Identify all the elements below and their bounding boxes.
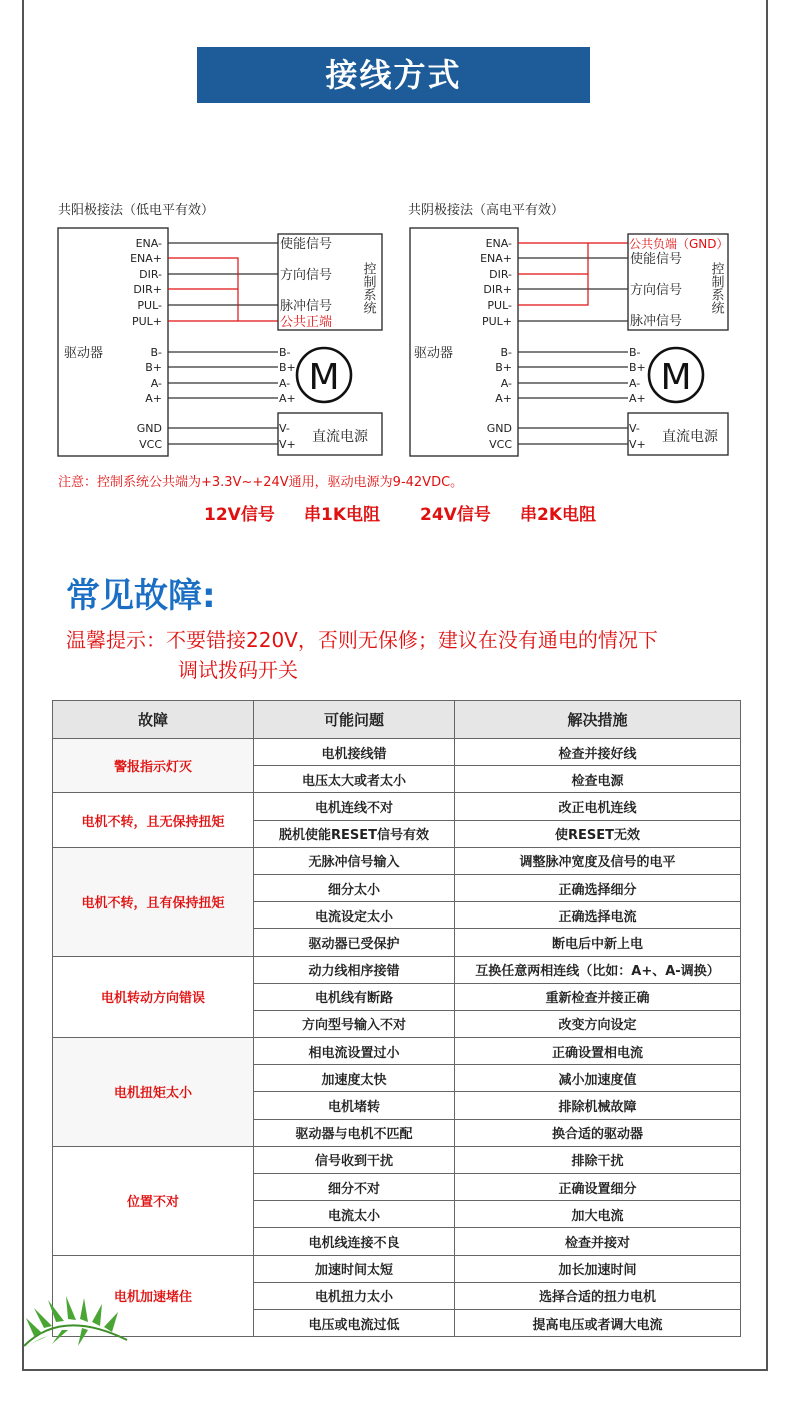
cause-cell: 电压或电流过低	[254, 1309, 455, 1336]
signal-enable: 使能信号	[280, 237, 333, 252]
fault-cell: 电机转动方向错误	[53, 956, 254, 1038]
cause-cell: 动力线相序接错	[254, 956, 455, 983]
header-fix: 解决措施	[455, 701, 741, 739]
cause-cell: 脱机使能RESET信号有效	[254, 820, 455, 847]
power-pin-v-plus: V+	[629, 438, 646, 451]
fix-cell: 正确选择细分	[455, 874, 741, 901]
fault-group	[53, 847, 741, 956]
pin-pul-minus: PUL-	[137, 299, 162, 312]
motor-pin-a-plus: A+	[279, 392, 296, 405]
fix-cell: 排除机械故障	[455, 1092, 741, 1119]
wiring-note: 注意：控制系统公共端为+3.3V~+24V通用，驱动电源为9-42VDC。	[58, 475, 464, 490]
cause-cell: 加速时间太短	[254, 1255, 455, 1282]
tip-line-2: 调试拨码开关	[178, 658, 298, 682]
pin-pul-plus: PUL+	[131, 315, 162, 328]
motor-pin-a-minus: A-	[629, 377, 641, 390]
fix-cell: 加长加速时间	[455, 1255, 741, 1282]
diagram-heading: 共阳极接法（低电平有效）	[58, 203, 215, 218]
wiring-diagrams	[0, 0, 790, 470]
fix-cell: 使RESET无效	[455, 820, 741, 847]
signal-pulse: 脉冲信号	[280, 299, 333, 314]
pin-vcc: VCC	[489, 438, 512, 451]
cause-cell: 电机接线错	[254, 739, 455, 766]
fix-cell: 检查电源	[455, 766, 741, 793]
table-row	[53, 956, 741, 983]
wiring-diagram-common-cathode	[408, 202, 729, 456]
fault-group	[53, 1038, 741, 1147]
table-header-row	[53, 701, 741, 739]
fix-cell: 断电后中新上电	[455, 929, 741, 956]
tip-line-1: 温馨提示：不要错接220V，否则无保修；建议在没有通电的情况下	[66, 628, 658, 652]
power-label: 直流电源	[662, 429, 718, 445]
fix-cell: 正确设置细分	[455, 1174, 741, 1201]
fault-cell: 位置不对	[53, 1146, 254, 1255]
pin-dir-minus: DIR-	[139, 268, 162, 281]
fault-group	[53, 1146, 741, 1255]
pin-ena-minus: ENA-	[485, 237, 512, 250]
header-cause: 可能问题	[254, 701, 455, 739]
fix-cell: 调整脉冲宽度及信号的电平	[455, 847, 741, 874]
fix-cell: 正确选择电流	[455, 902, 741, 929]
cause-cell: 相电流设置过小	[254, 1038, 455, 1065]
cause-cell: 电压太大或者太小	[254, 766, 455, 793]
fix-cell: 选择合适的扭力电机	[455, 1282, 741, 1309]
pin-ena-plus: ENA+	[130, 252, 162, 265]
spec-1k: 串1K电阻	[304, 505, 381, 525]
cause-cell: 电机线连接不良	[254, 1228, 455, 1255]
fault-cell: 电机不转，且有保持扭矩	[53, 847, 254, 956]
pin-a-minus: A-	[150, 377, 162, 390]
motor-pin-b-plus: B+	[279, 361, 296, 374]
table-row	[53, 1255, 741, 1282]
power-pin-v-minus: V-	[629, 422, 640, 435]
pin-gnd: GND	[136, 422, 162, 435]
signal-direction: 方向信号	[630, 283, 683, 298]
fault-group	[53, 739, 741, 793]
control-system-label: 控制系统	[360, 262, 376, 314]
cause-cell: 无脉冲信号输入	[254, 847, 455, 874]
fix-cell: 排除干扰	[455, 1146, 741, 1173]
fix-cell: 检查并接对	[455, 1228, 741, 1255]
signal-enable: 使能信号	[630, 252, 683, 267]
pin-ena-plus: ENA+	[480, 252, 512, 265]
cause-cell: 加速度太快	[254, 1065, 455, 1092]
cause-cell: 方向型号输入不对	[254, 1010, 455, 1037]
motor-label: M	[308, 357, 340, 398]
pin-b-plus: B+	[145, 361, 162, 374]
power-label: 直流电源	[312, 429, 368, 445]
faults-title: 常见故障:	[66, 576, 216, 616]
cause-cell: 电流太小	[254, 1201, 455, 1228]
banner-title: 接线方式	[325, 56, 462, 94]
table-row	[53, 793, 741, 820]
driver-label: 驱动器	[64, 346, 104, 361]
motor-pin-a-plus: A+	[629, 392, 646, 405]
pin-pul-minus: PUL-	[487, 299, 512, 312]
cause-cell: 电机线有断路	[254, 983, 455, 1010]
pin-a-minus: A-	[500, 377, 512, 390]
fix-cell: 加大电流	[455, 1201, 741, 1228]
motor-label: M	[660, 357, 692, 398]
fault-group	[53, 793, 741, 847]
common-label: 公共负端（GND）	[629, 237, 729, 251]
fix-cell: 改正电机连线	[455, 793, 741, 820]
fix-cell: 提高电压或者调大电流	[455, 1309, 741, 1336]
pin-a-plus: A+	[495, 392, 512, 405]
fault-group	[53, 956, 741, 1038]
pin-dir-minus: DIR-	[489, 268, 512, 281]
pin-ena-minus: ENA-	[135, 237, 162, 250]
pin-b-plus: B+	[495, 361, 512, 374]
pin-vcc: VCC	[139, 438, 162, 451]
table-row	[53, 1038, 741, 1065]
fix-cell: 检查并接好线	[455, 739, 741, 766]
cause-cell: 细分不对	[254, 1174, 455, 1201]
spec-12v: 12V信号	[204, 505, 275, 525]
fault-cell: 电机不转，且无保持扭矩	[53, 793, 254, 847]
pin-dir-plus: DIR+	[483, 283, 512, 296]
faults-tip	[66, 625, 726, 685]
diagram-heading: 共阴极接法（高电平有效）	[408, 203, 565, 218]
table-row	[53, 847, 741, 874]
header-fault: 故障	[53, 701, 254, 739]
cause-cell: 电机堵转	[254, 1092, 455, 1119]
fix-cell: 减小加速度值	[455, 1065, 741, 1092]
fix-cell: 换合适的驱动器	[455, 1119, 741, 1146]
cause-cell: 细分太小	[254, 874, 455, 901]
pin-b-minus: B-	[150, 346, 162, 359]
motor-pin-b-minus: B-	[279, 346, 291, 359]
cause-cell: 电流设定太小	[254, 902, 455, 929]
wiring-diagram-common-anode	[58, 202, 382, 456]
common-label: 公共正端	[280, 315, 333, 330]
cause-cell: 驱动器与电机不匹配	[254, 1119, 455, 1146]
fault-cell: 电机扭矩太小	[53, 1038, 254, 1147]
table-row	[53, 1146, 741, 1173]
cause-cell: 电机扭力太小	[254, 1282, 455, 1309]
spec-2k: 串2K电阻	[520, 505, 597, 525]
power-pin-v-plus: V+	[279, 438, 296, 451]
fault-cell: 警报指示灯灭	[53, 739, 254, 793]
palm-leaf-icon	[22, 1278, 132, 1348]
pin-dir-plus: DIR+	[133, 283, 162, 296]
pin-gnd: GND	[486, 422, 512, 435]
motor-pin-b-plus: B+	[629, 361, 646, 374]
motor-pin-a-minus: A-	[279, 377, 291, 390]
table-row	[53, 739, 741, 766]
fix-cell: 正确设置相电流	[455, 1038, 741, 1065]
spec-24v: 24V信号	[420, 505, 491, 525]
fix-cell: 互换任意两相连线（比如：A+、A-调换）	[455, 956, 741, 983]
fault-cell: 电机加速堵住	[53, 1255, 254, 1337]
pin-b-minus: B-	[500, 346, 512, 359]
driver-label: 驱动器	[414, 346, 454, 361]
fix-cell: 重新检查并接正确	[455, 983, 741, 1010]
signal-direction: 方向信号	[280, 268, 333, 283]
cause-cell: 信号收到干扰	[254, 1146, 455, 1173]
pin-a-plus: A+	[145, 392, 162, 405]
cause-cell: 驱动器已受保护	[254, 929, 455, 956]
cause-cell: 电机连线不对	[254, 793, 455, 820]
fault-group	[53, 1255, 741, 1337]
fault-table	[52, 700, 741, 1337]
fix-cell: 改变方向设定	[455, 1010, 741, 1037]
control-system-label: 控制系统	[708, 262, 724, 314]
power-pin-v-minus: V-	[279, 422, 290, 435]
pin-pul-plus: PUL+	[481, 315, 512, 328]
motor-pin-b-minus: B-	[629, 346, 641, 359]
signal-pulse: 脉冲信号	[630, 314, 683, 329]
